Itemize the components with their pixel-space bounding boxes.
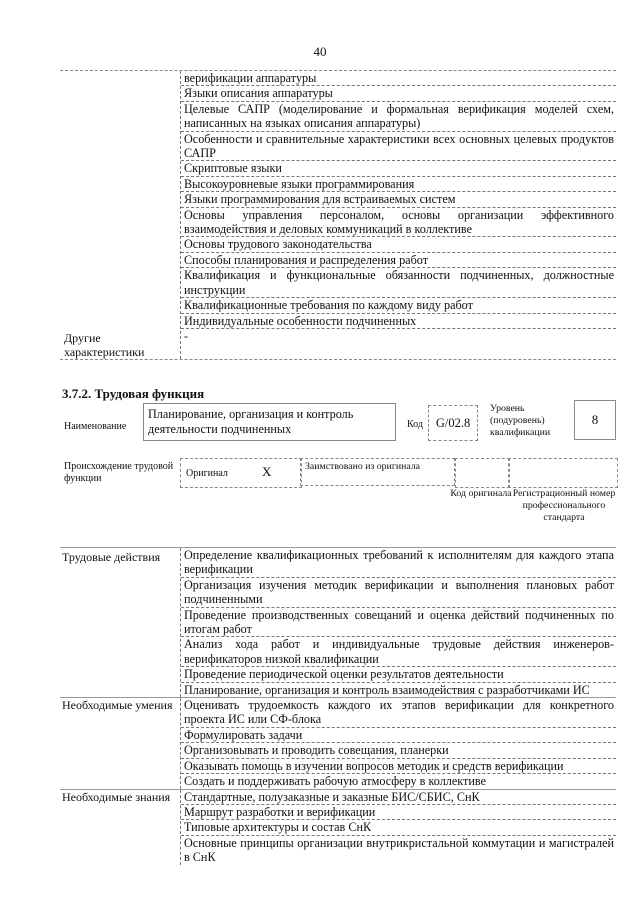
original-code-box — [455, 458, 510, 488]
borrowed-label: Заимствовано из оригинала — [300, 458, 455, 486]
labor-actions-row — [60, 548, 616, 697]
list-item: Языки программирования для встраиваемых систем — [181, 191, 616, 206]
row-label: Необходимые знания — [62, 789, 171, 804]
list-item: Особенности и сравнительные характеристики всех основных целевых продуктов САПР — [181, 131, 616, 161]
registration-number-box — [508, 458, 618, 488]
list-item: Основы трудового законодательства — [181, 236, 616, 251]
list-item: Квалификационные требования по каждому виду работ — [181, 297, 616, 312]
list-item: Целевые САПР (моделирование и формальная верификация моделей схем, написанных на языках описания аппаратуры) — [181, 101, 616, 131]
list-item: Стандартные, полузаказные и заказные БИС/СБИС, СнК — [184, 789, 480, 804]
row-items — [180, 790, 616, 865]
original-mark: X — [262, 464, 272, 479]
registration-number-label: Регистрационный номер профессионального стандарта — [512, 488, 616, 523]
row-label: Необходимые умения — [62, 698, 173, 713]
list-item: Планирование, организация и контроль взаимодействия с разработчиками ИС — [181, 682, 616, 697]
name-label: Наименование — [64, 421, 127, 432]
original-label: Оригинал — [186, 468, 228, 479]
list-item: Квалификация и функциональные обязанности подчиненных, должностные инструкции — [181, 267, 616, 297]
list-item: Основные принципы организации внутрикристальной коммутации и магистралей в СнК — [181, 835, 616, 865]
list-item: Анализ хода работ и индивидуальные трудовые действия инженеров-верификаторов низкой квалификации — [181, 636, 616, 666]
list-item: Скриптовые языки — [181, 160, 616, 175]
page-number: 40 — [313, 44, 327, 59]
row-items — [180, 548, 616, 697]
list-item: Организация изучения методик верификации и выполнения плановых работ подчиненными — [181, 577, 616, 607]
skills-row — [60, 697, 616, 788]
list-item: Оценивать трудоемкость каждого их этапов верификации для конкретного проекта ИС или СФ-блока — [184, 698, 614, 727]
list-item: Способы планирования и распределения работ — [181, 252, 616, 267]
function-details-table — [60, 547, 616, 865]
list-item: Типовые архитектуры и состав СнК — [181, 819, 616, 834]
knowledge-row — [60, 789, 616, 865]
code-value: G/02.8 — [428, 405, 478, 441]
knowledge-items — [180, 71, 616, 359]
list-item: Индивидуальные особенности подчиненных — [181, 313, 616, 328]
row-label: Трудовые действия — [62, 550, 161, 564]
list-item: Языки описания аппаратуры — [181, 85, 616, 100]
empty-label-cell — [60, 71, 180, 359]
row-items — [180, 698, 616, 788]
code-label: Код — [407, 419, 423, 430]
list-item: Проведение производственных совещаний и оценка действий подчиненных по итогам работ — [181, 607, 616, 637]
continued-knowledge-table — [60, 70, 616, 360]
list-item: Организовывать и проводить совещания, планерки — [181, 742, 616, 757]
list-item: Формулировать задачи — [181, 727, 616, 742]
level-label: Уровень (подуровень) квалификации — [490, 403, 551, 438]
list-item: Оказывать помощь в изучении вопросов методик и средств верификации — [181, 758, 616, 773]
list-item: Создать и поддерживать рабочую атмосферу в коллективе — [181, 773, 616, 788]
level-value: 8 — [574, 400, 616, 440]
other-characteristics-label: Другие характеристики — [64, 331, 145, 359]
section-heading: 3.7.2. Трудовая функция — [62, 386, 205, 401]
list-item: Маршрут разработки и верификации — [181, 804, 616, 819]
list-item: Основы управления персоналом, основы организации эффективного взаимодействия и деловых коммуникаций в коллективе — [181, 207, 616, 237]
list-item: Высокоуровневые языки программирования — [181, 176, 616, 191]
other-characteristics-value: - — [181, 328, 616, 359]
original-code-label: Код оригинала — [450, 488, 512, 499]
list-item: Определение квалификационных требований к исполнителям для каждого этапа верификации — [184, 548, 614, 577]
origin-label: Происхождение трудовой функции — [64, 461, 174, 484]
list-item: верификации аппаратуры — [184, 71, 317, 85]
function-name-value: Планирование, организация и контроль деятельности подчиненных — [143, 403, 396, 441]
list-item: Проведение периодической оценки результатов деятельности — [181, 666, 616, 681]
